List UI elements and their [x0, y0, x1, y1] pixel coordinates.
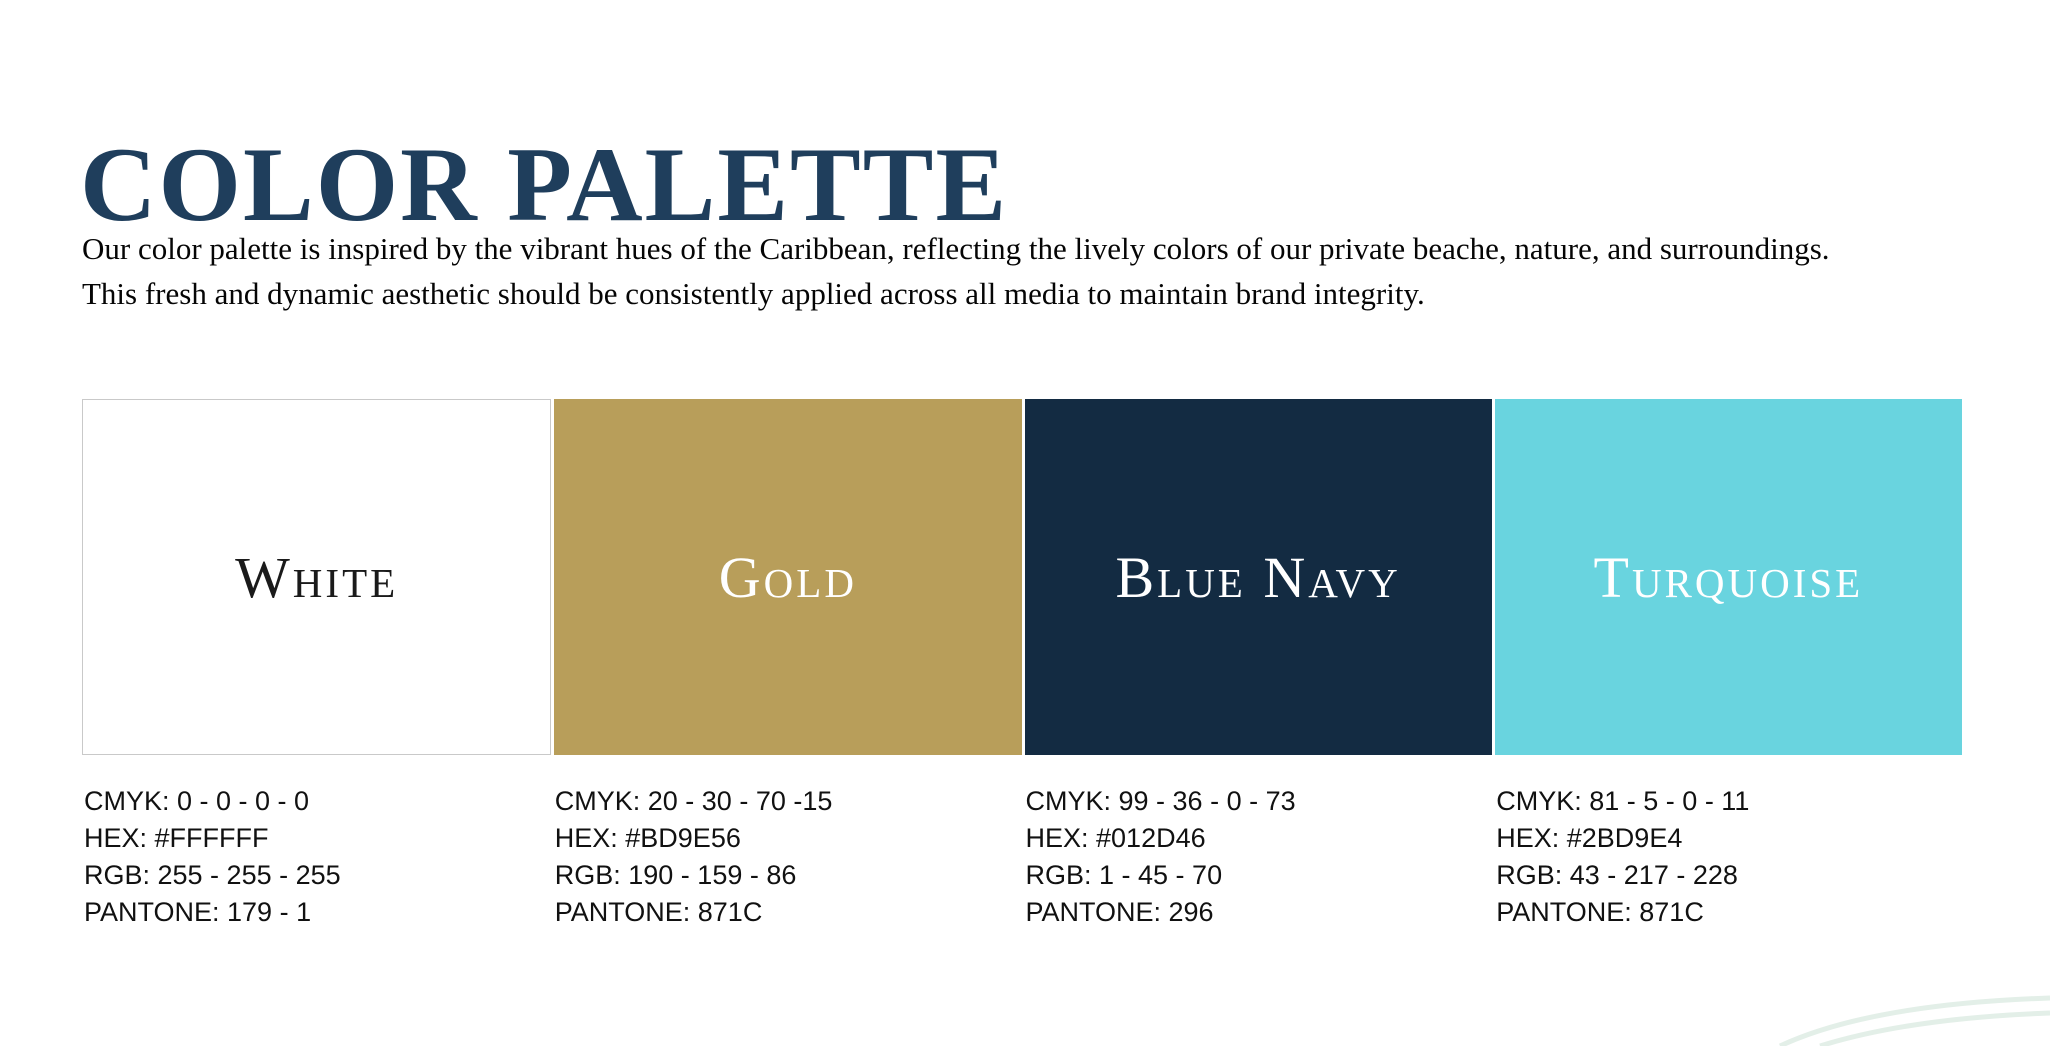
specs-gold-cmyk: CMYK: 20 - 30 - 70 -15	[554, 786, 833, 816]
specs-blue-navy	[1024, 783, 1492, 931]
page-title: COLOR PALETTE	[80, 126, 1009, 244]
specs-blue-navy-rgb: RGB: 1 - 45 - 70	[1025, 860, 1223, 890]
specs-gold	[553, 783, 1021, 931]
specs-turquoise-hex: HEX: #2BD9E4	[1496, 823, 1683, 853]
swatch-white-label: White	[235, 544, 399, 610]
intro-line-1: Our color palette is inspired by the vibrant hues of the Caribbean, reflecting the lively colors of our private beache, nature, and surroundings.	[82, 231, 1830, 266]
specs-turquoise	[1494, 783, 1962, 931]
specs-white	[82, 783, 550, 931]
specs-blue-navy-hex: HEX: #012D46	[1025, 823, 1206, 853]
swatch-white	[82, 399, 551, 755]
specs-white-hex: HEX: #FFFFFF	[84, 823, 269, 853]
specs-blue-navy-pantone: PANTONE: 296	[1025, 897, 1214, 927]
intro-paragraph	[82, 226, 1982, 316]
swatch-blue-navy	[1025, 399, 1492, 755]
swatch-turquoise-label: Turquoise	[1593, 544, 1864, 610]
swatch-blue-navy-label: Blue Navy	[1115, 544, 1401, 610]
swatch-gold-label: Gold	[718, 544, 857, 610]
color-swatch-row	[82, 399, 1962, 755]
specs-white-cmyk: CMYK: 0 - 0 - 0 - 0	[84, 786, 310, 816]
specs-blue-navy-cmyk: CMYK: 99 - 36 - 0 - 73	[1025, 786, 1296, 816]
specs-white-rgb: RGB: 255 - 255 - 255	[84, 860, 341, 890]
specs-gold-hex: HEX: #BD9E56	[554, 823, 741, 853]
color-specs-row	[82, 783, 1962, 931]
swatch-turquoise	[1495, 399, 1962, 755]
intro-line-2: This fresh and dynamic aesthetic should be consistently applied across all media to maintain brand integrity.	[82, 276, 1425, 311]
specs-white-pantone: PANTONE: 179 - 1	[84, 897, 312, 927]
specs-turquoise-cmyk: CMYK: 81 - 5 - 0 - 11	[1496, 786, 1750, 816]
specs-turquoise-pantone: PANTONE: 871C	[1496, 897, 1704, 927]
specs-gold-rgb: RGB: 190 - 159 - 86	[554, 860, 797, 890]
corner-wave-decoration-icon	[1750, 986, 2050, 1046]
specs-turquoise-rgb: RGB: 43 - 217 - 228	[1496, 860, 1738, 890]
swatch-gold	[554, 399, 1021, 755]
specs-gold-pantone: PANTONE: 871C	[554, 897, 763, 927]
